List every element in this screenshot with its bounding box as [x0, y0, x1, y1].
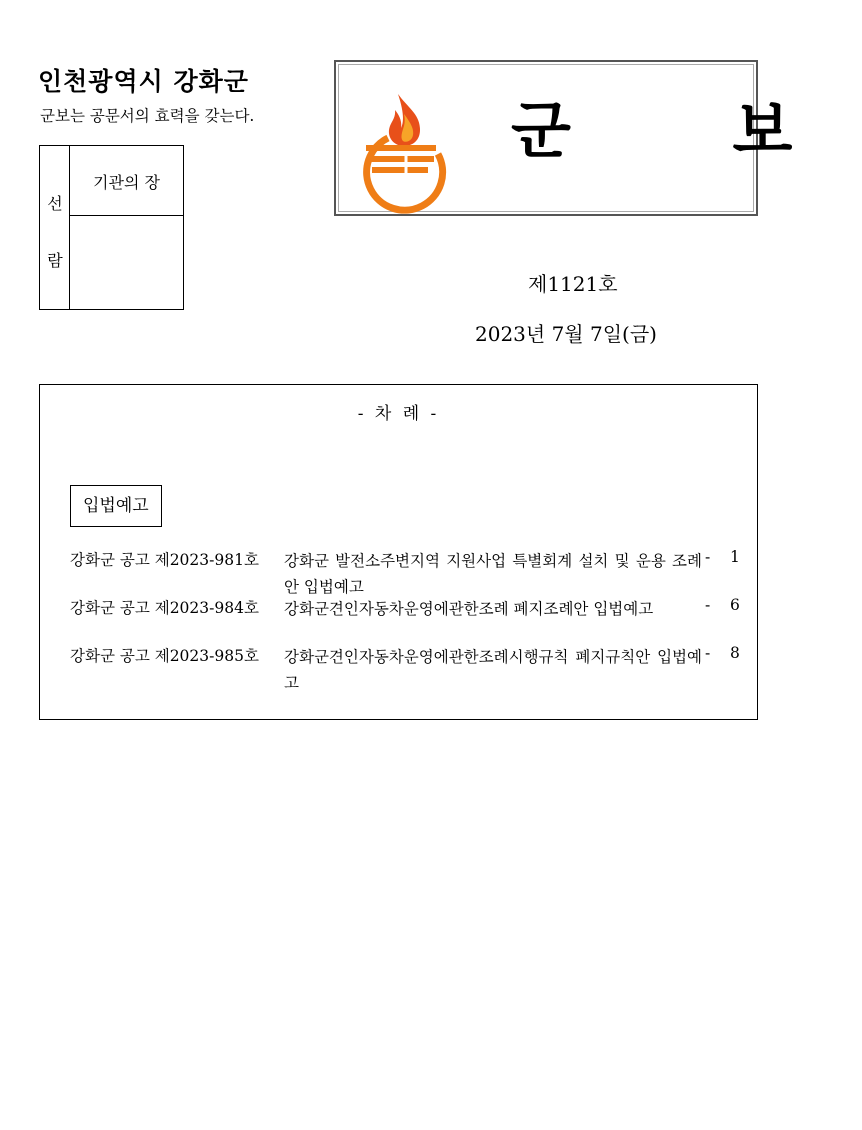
- table-of-contents: [39, 384, 758, 720]
- approval-label-1: 선: [47, 194, 63, 213]
- toc-entry-dash: -: [705, 644, 711, 662]
- toc-entry-number: 강화군 공고 제2023-985호: [70, 647, 259, 665]
- toc-entry-page: 6: [730, 596, 740, 614]
- toc-entry-dash: -: [705, 596, 711, 614]
- toc-entry-dash: -: [705, 548, 711, 566]
- toc-entry-page: 1: [730, 548, 740, 566]
- gangwha-flame-logo-icon: [358, 92, 453, 187]
- toc-entry-title: 강화군견인자동차운영에관한조례시행규칙 폐지규칙안 입법예고: [284, 648, 702, 692]
- issue-number: 제1121호: [528, 272, 618, 296]
- toc-entry-page: 8: [730, 644, 740, 662]
- approval-head-cell: 기관의 장: [70, 146, 183, 216]
- toc-entry-title: 강화군견인자동차운영에관한조례 폐지조례안 입법예고: [284, 600, 654, 618]
- gazette-banner: [334, 60, 862, 216]
- toc-section-label: 입법예고: [70, 485, 162, 527]
- toc-heading: - 차 례 -: [357, 404, 440, 424]
- org-subtitle: 군보는 공문서의 효력을 갖는다.: [40, 107, 255, 125]
- toc-entry-number: 강화군 공고 제2023-981호: [70, 551, 259, 569]
- banner-title: 군 보: [511, 94, 862, 167]
- org-name: 인천광역시 강화군: [38, 67, 249, 96]
- approval-label-column: [40, 146, 70, 309]
- issue-date: 2023년 7월 7일(금): [475, 322, 657, 346]
- toc-entry-number: 강화군 공고 제2023-984호: [70, 599, 259, 617]
- toc-entry-title: 강화군 발전소주변지역 지원사업 특별회계 설치 및 운용 조례안 입법예고: [284, 552, 702, 596]
- approval-label-2: 람: [47, 251, 63, 270]
- approval-table: [39, 145, 184, 310]
